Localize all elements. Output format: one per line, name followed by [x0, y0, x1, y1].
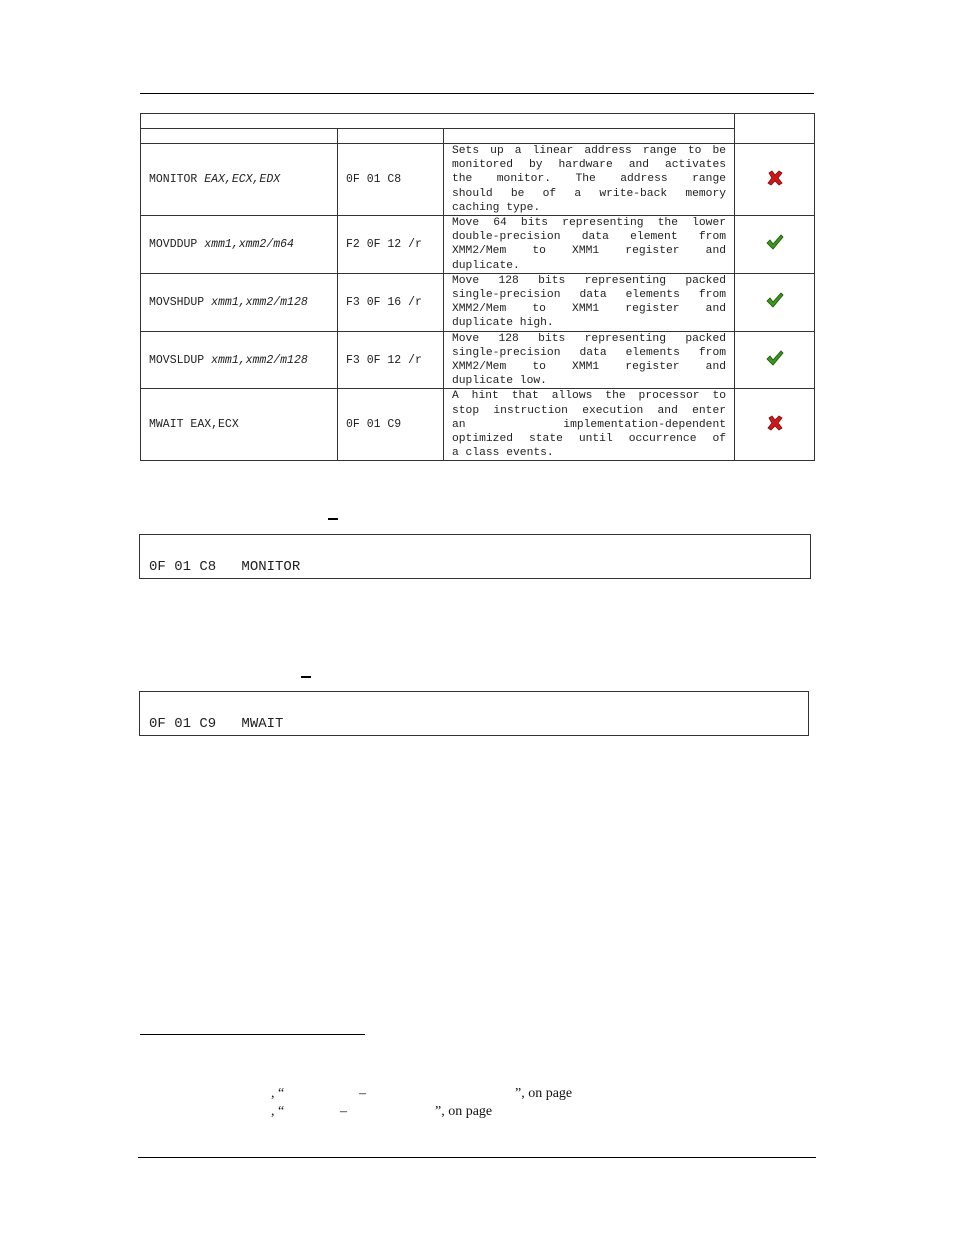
operands: xmm1,xmm2/m64 [204, 237, 294, 251]
operands: EAX,ECX,EDX [204, 173, 281, 186]
description-line: should be of a write-back memory [452, 187, 727, 200]
instruction-header-cell [141, 129, 338, 144]
description-cell [444, 389, 735, 461]
mnemonic: MOVSHDUP [149, 295, 205, 309]
header-rule [140, 93, 814, 94]
mnemonic: MOVDDUP [149, 237, 198, 251]
description-line: XMM2/Mem to XMM1 register and [452, 303, 727, 316]
description-line: duplicate low. [452, 375, 547, 388]
mnemonic: MOVSLDUP [149, 353, 205, 367]
mwait-code-box [139, 691, 809, 736]
operands: EAX,ECX [190, 418, 239, 432]
description-line: XMM2/Mem to XMM1 register and [452, 361, 727, 374]
opcode-cell: 0F 01 C9 [338, 389, 444, 461]
description-line: single-precision data elements from [452, 289, 727, 302]
table-subheader-row [141, 129, 815, 144]
code-line: 0F 01 C8 MONITOR [149, 559, 301, 575]
description-line: stop instruction execution and enter [452, 404, 727, 417]
description-line: Move 128 bits representing packed [452, 274, 727, 287]
description-line: the monitor. The address range [452, 173, 727, 186]
green-check-icon [766, 233, 784, 251]
opcode-cell: F3 0F 16 /r [338, 273, 444, 331]
support-cell [735, 389, 815, 461]
description-line: duplicate high. [452, 317, 554, 330]
description-line: a class events. [452, 447, 554, 460]
operands: xmm1,xmm2/m128 [211, 353, 308, 367]
description-line: duplicate. [452, 259, 520, 272]
description-line: caching type. [452, 201, 541, 214]
instruction-table [140, 113, 815, 461]
description-line: double-precision data element from [452, 231, 727, 244]
support-cell [735, 331, 815, 389]
mnemonic: MWAIT [149, 418, 184, 432]
description-line: optimized state until occurrence of [452, 433, 727, 446]
code-line: 0F 01 C9 MWAIT [149, 716, 284, 732]
description-header-cell [444, 129, 735, 144]
table-row [141, 331, 815, 389]
description-line: Move 128 bits representing packed [452, 332, 727, 345]
support-cell [735, 273, 815, 331]
green-check-icon [766, 291, 784, 309]
description-line: monitored by hardware and activates [452, 159, 727, 172]
description-cell [444, 144, 735, 216]
green-check-icon [766, 349, 784, 367]
description-line: Sets up a linear address range to be [452, 145, 727, 157]
opcode-header-cell [338, 129, 444, 144]
footnote-rule [140, 1034, 365, 1035]
description-line: Move 64 bits representing the lower [452, 217, 727, 230]
heading-dash-mark [301, 676, 311, 678]
red-x-icon [766, 414, 784, 432]
table-header-row [141, 114, 815, 129]
instruction-cell [141, 273, 338, 331]
footnote-2-suffix: ”, on page [435, 1104, 493, 1119]
footnote-1-dash: – [359, 1086, 366, 1101]
table-row [141, 389, 815, 461]
support-cell [735, 144, 815, 216]
description-cell [444, 331, 735, 389]
description-cell [444, 273, 735, 331]
table-header-cell [141, 114, 735, 129]
footnote-1-suffix: ”, on page [515, 1086, 573, 1101]
description-line: an implementation-dependent [452, 418, 727, 431]
table-row [141, 216, 815, 274]
footer-rule [138, 1157, 816, 1158]
footnote-1-prefix: , “ [271, 1086, 285, 1101]
footnote-2-prefix: , “ [271, 1104, 285, 1119]
support-cell [735, 216, 815, 274]
footnote-2-dash: – [340, 1104, 347, 1119]
table-header-support-cell [735, 114, 815, 144]
instruction-cell [141, 144, 338, 216]
instruction-cell [141, 331, 338, 389]
description-line: A hint that allows the processor to [452, 390, 727, 403]
mnemonic: MONITOR [149, 173, 198, 186]
red-x-icon [766, 169, 784, 187]
opcode-cell: F3 0F 12 /r [338, 331, 444, 389]
opcode-cell: 0F 01 C8 [338, 144, 444, 216]
description-cell [444, 216, 735, 274]
instruction-cell [141, 389, 338, 461]
description-line: XMM2/Mem to XMM1 register and [452, 245, 727, 258]
description-line: single-precision data elements from [452, 346, 727, 359]
monitor-code-box [139, 534, 811, 579]
heading-dash-mark [328, 518, 338, 520]
table-row [141, 273, 815, 331]
opcode-cell: F2 0F 12 /r [338, 216, 444, 274]
operands: xmm1,xmm2/m128 [211, 295, 308, 309]
table-row [141, 144, 815, 216]
instruction-cell [141, 216, 338, 274]
